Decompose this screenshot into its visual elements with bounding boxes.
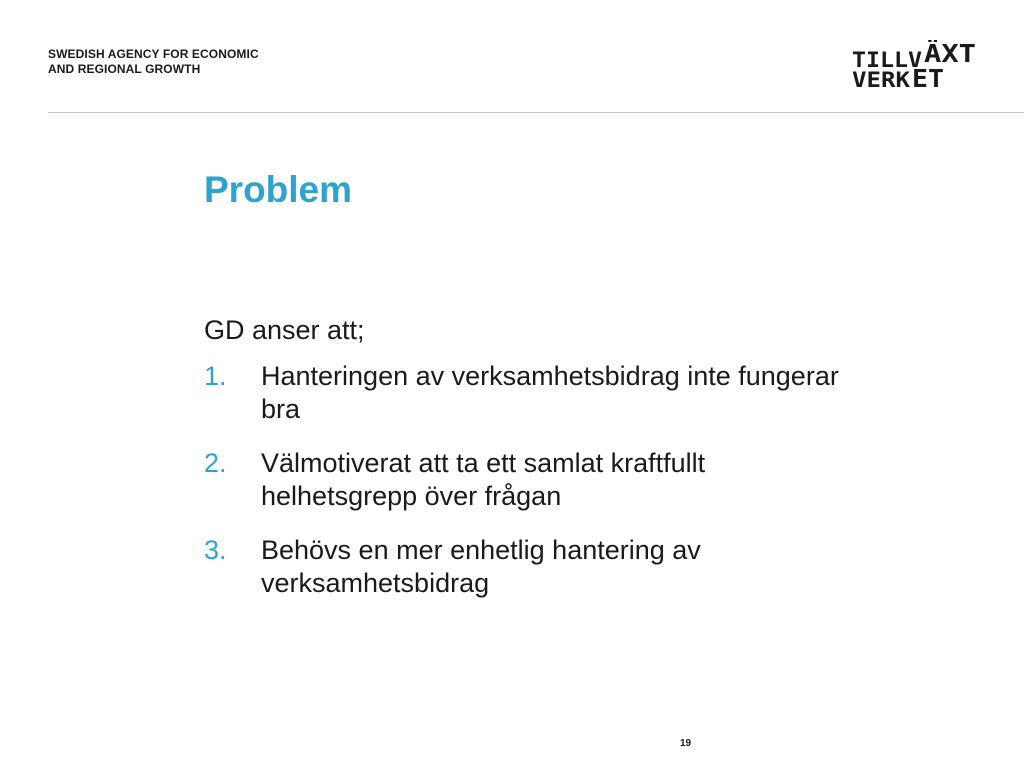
- agency-name: [48, 47, 259, 77]
- list-item: [204, 447, 904, 513]
- list-item-text: Hanteringen av verksamhetsbidrag inte fungerar bra: [261, 361, 839, 424]
- list-item-text: Behövs en mer enhetlig hantering av verksamhetsbidrag: [261, 535, 701, 598]
- list-item-number: 2.: [204, 448, 227, 478]
- slide-title: Problem: [204, 169, 353, 210]
- list-item-number: 1.: [204, 361, 227, 391]
- intro-text: GD anser att;: [204, 315, 365, 345]
- agency-name-line-1: SWEDISH AGENCY FOR ECONOMIC: [48, 47, 259, 61]
- slide-body: [204, 314, 904, 621]
- logo-text-top-left: TILLV: [852, 48, 923, 72]
- logo-text-bottom-left: VERK: [852, 68, 911, 92]
- header-divider: [48, 112, 1024, 113]
- list-item: [204, 360, 904, 426]
- page-number: 19: [680, 738, 692, 749]
- logo-text-top-right: ÄXT: [924, 40, 970, 68]
- list-item: [204, 534, 904, 600]
- list-item-text: Välmotiverat att ta ett samlat kraftfullt helhetsgrepp över frågan: [261, 448, 706, 511]
- list-item-number: 3.: [204, 535, 227, 565]
- logo-text-bottom-right: ET: [912, 64, 944, 92]
- agency-name-line-2: AND REGIONAL GROWTH: [48, 62, 201, 76]
- tillvaxtverket-logo: [852, 40, 982, 92]
